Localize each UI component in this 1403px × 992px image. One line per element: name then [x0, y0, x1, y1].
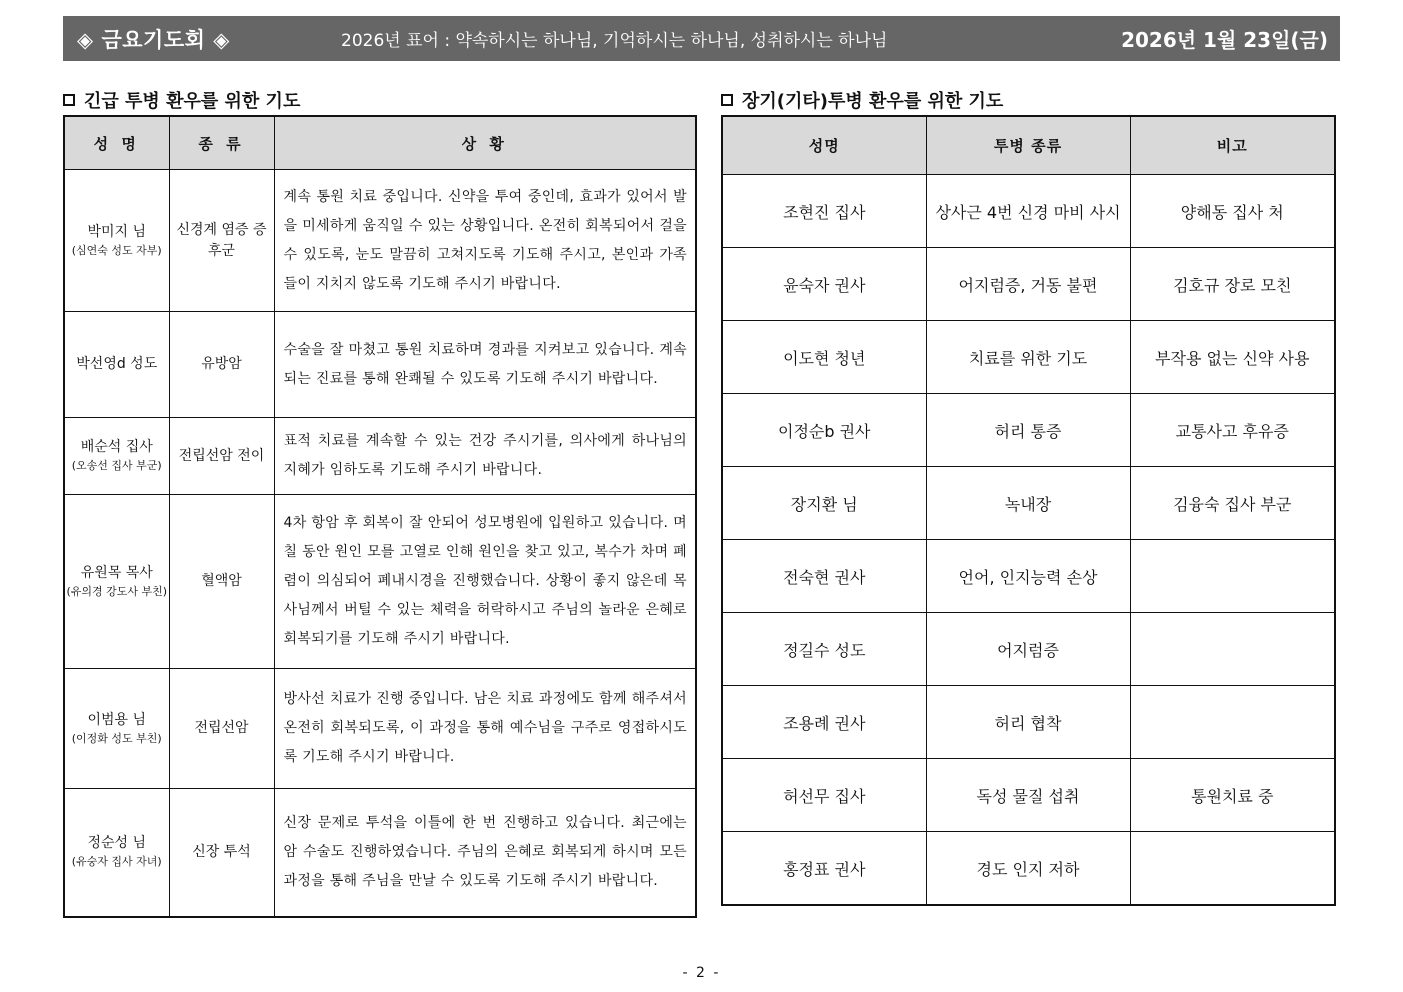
column-header-name: 성 명 — [64, 116, 169, 170]
table-row — [722, 540, 1335, 613]
table-row — [722, 394, 1335, 467]
longterm-section-label: 장기(기타)투병 환우를 위한 기도 — [742, 91, 1004, 112]
service-date: 2026년 1월 23일(금) — [1121, 28, 1328, 52]
checkbox-square-icon — [721, 94, 733, 106]
patient-name: 윤숙자 권사 — [722, 248, 926, 321]
table-row — [64, 789, 696, 917]
page-number: - 2 - — [682, 965, 721, 981]
checkbox-square-icon — [63, 94, 75, 106]
patient-relation: (오송선 집사 부군) — [71, 459, 162, 472]
column-header-illness: 투병 종류 — [926, 116, 1130, 175]
situation-text: 표적 치료를 계속할 수 있는 건강 주시기를, 의사에게 하나님의 지혜가 임하도록 기도해 주시기 바랍니다. — [274, 418, 696, 495]
table-row — [64, 495, 696, 669]
note: 김융숙 집사 부군 — [1130, 467, 1335, 540]
table-row — [64, 669, 696, 789]
patient-name-cell — [64, 495, 169, 669]
patient-name-cell — [64, 789, 169, 917]
note — [1130, 540, 1335, 613]
illness-type: 언어, 인지능력 손상 — [926, 540, 1130, 613]
yearly-motto: 2026년 표어 : 약속하시는 하나님, 기억하시는 하나님, 성취하시는 하나님 — [341, 31, 888, 51]
table-row — [722, 467, 1335, 540]
patient-name: 조용례 권사 — [722, 686, 926, 759]
patient-relation: (유숭자 집사 자녀) — [71, 855, 162, 869]
patient-name-cell — [64, 312, 169, 418]
note: 양해동 집사 처 — [1130, 175, 1335, 248]
urgent-section-label: 긴급 투병 환우를 위한 기도 — [84, 91, 301, 112]
situation-text: 4차 항암 후 회복이 잘 안되어 성모병원에 입원하고 있습니다. 며칠 동안 원인 모를 고열로 인해 원인을 찾고 있고, 복수가 차며 폐렴이 의심되어 폐내시경을 진행했습니다. 상황이 좋지 않은데 목사님께서 버틸 수 있는 체력을 허락하시고 주님의 놀라운 은혜로 회복되기를 기도해 주시기 바랍니다. — [274, 495, 696, 669]
patient-name: 이정순b 권사 — [722, 394, 926, 467]
longterm-section-title — [721, 87, 1003, 113]
illness-type: 신경계 염증 증후군 — [169, 170, 274, 312]
patient-name: 배순석 집사 — [80, 439, 153, 455]
table-row — [722, 613, 1335, 686]
patient-relation: (이정화 성도 부친) — [71, 731, 162, 745]
illness-type: 전립선암 — [169, 669, 274, 789]
situation-text: 수술을 잘 마쳤고 통원 치료하며 경과를 지켜보고 있습니다. 계속되는 진료를 통해 완쾌될 수 있도록 기도해 주시기 바랍니다. — [274, 312, 696, 418]
note: 부작용 없는 신약 사용 — [1130, 321, 1335, 394]
illness-type: 상사근 4번 신경 마비 사시 — [926, 175, 1130, 248]
table-header-row — [722, 116, 1335, 175]
patient-relation: (심연숙 성도 자부) — [71, 243, 162, 257]
patient-name: 장지환 님 — [722, 467, 926, 540]
column-header-note: 비고 — [1130, 116, 1335, 175]
urgent-section-title — [63, 87, 300, 113]
urgent-prayer-table — [63, 115, 697, 918]
patient-name: 허선무 집사 — [722, 759, 926, 832]
table-row — [722, 248, 1335, 321]
table-row — [722, 832, 1335, 906]
patient-name: 정순성 님 — [87, 835, 147, 852]
illness-type: 어지럼증 — [926, 613, 1130, 686]
patient-name-cell — [64, 418, 169, 495]
table-row — [64, 170, 696, 312]
patient-name-cell — [64, 669, 169, 789]
patient-name: 이도현 청년 — [722, 321, 926, 394]
illness-type: 허리 협착 — [926, 686, 1130, 759]
table-row — [722, 686, 1335, 759]
patient-name: 홍정표 권사 — [722, 832, 926, 906]
table-row — [722, 759, 1335, 832]
page-title: ◈ 금요기도회 ◈ — [77, 27, 230, 52]
table-row — [64, 312, 696, 418]
note: 김호규 장로 모친 — [1130, 248, 1335, 321]
illness-type: 치료를 위한 기도 — [926, 321, 1130, 394]
patient-name: 이범용 님 — [87, 711, 147, 728]
patient-name: 정길수 성도 — [722, 613, 926, 686]
illness-type: 유방암 — [169, 312, 274, 418]
note — [1130, 686, 1335, 759]
column-header-type: 종 류 — [169, 116, 274, 170]
note: 통원치료 중 — [1130, 759, 1335, 832]
illness-type: 경도 인지 저하 — [926, 832, 1130, 906]
patient-name-cell — [64, 170, 169, 312]
patient-relation: (유의경 강도사 부친) — [66, 584, 168, 598]
table-header-row — [64, 116, 696, 170]
illness-type: 허리 통증 — [926, 394, 1130, 467]
patient-name: 전숙현 권사 — [722, 540, 926, 613]
column-header-name: 성명 — [722, 116, 926, 175]
illness-type: 어지럼증, 거동 불편 — [926, 248, 1130, 321]
illness-type: 녹내장 — [926, 467, 1130, 540]
patient-name: 조현진 집사 — [722, 175, 926, 248]
illness-type: 혈액암 — [169, 495, 274, 669]
note — [1130, 613, 1335, 686]
patient-name: 박미지 님 — [87, 223, 147, 240]
note: 교통사고 후유증 — [1130, 394, 1335, 467]
table-row — [64, 418, 696, 495]
illness-type: 신장 투석 — [169, 789, 274, 917]
situation-text: 신장 문제로 투석을 이틀에 한 번 진행하고 있습니다. 최근에는 암 수술도 진행하였습니다. 주님의 은혜로 회복되게 하시며 모든 과정을 통해 주님을 만날 수 있도록 기도해 주시기 바랍니다. — [274, 789, 696, 917]
table-row — [722, 175, 1335, 248]
patient-name: 유원목 목사 — [80, 564, 153, 581]
illness-type: 독성 물질 섭취 — [926, 759, 1130, 832]
situation-text: 방사선 치료가 진행 중입니다. 남은 치료 과정에도 함께 해주셔서 온전히 회복되도록, 이 과정을 통해 예수님을 구주로 영접하시도록 기도해 주시기 바랍니다. — [274, 669, 696, 789]
longterm-prayer-table — [721, 115, 1336, 906]
illness-type: 전립선암 전이 — [169, 418, 274, 495]
column-header-situation: 상 황 — [274, 116, 696, 170]
table-row — [722, 321, 1335, 394]
note — [1130, 832, 1335, 906]
header-banner — [63, 16, 1340, 61]
patient-name: 박선영d 성도 — [76, 356, 158, 372]
situation-text: 계속 통원 치료 중입니다. 신약을 투여 중인데, 효과가 있어서 발을 미세하게 움직일 수 있는 상황입니다. 온전히 회복되어서 걸을 수 있도록, 눈도 말끔히 고쳐지도록 기도해 주시고, 본인과 가족들이 지치지 않도록 기도해 주시기 바랍니다. — [274, 170, 696, 312]
